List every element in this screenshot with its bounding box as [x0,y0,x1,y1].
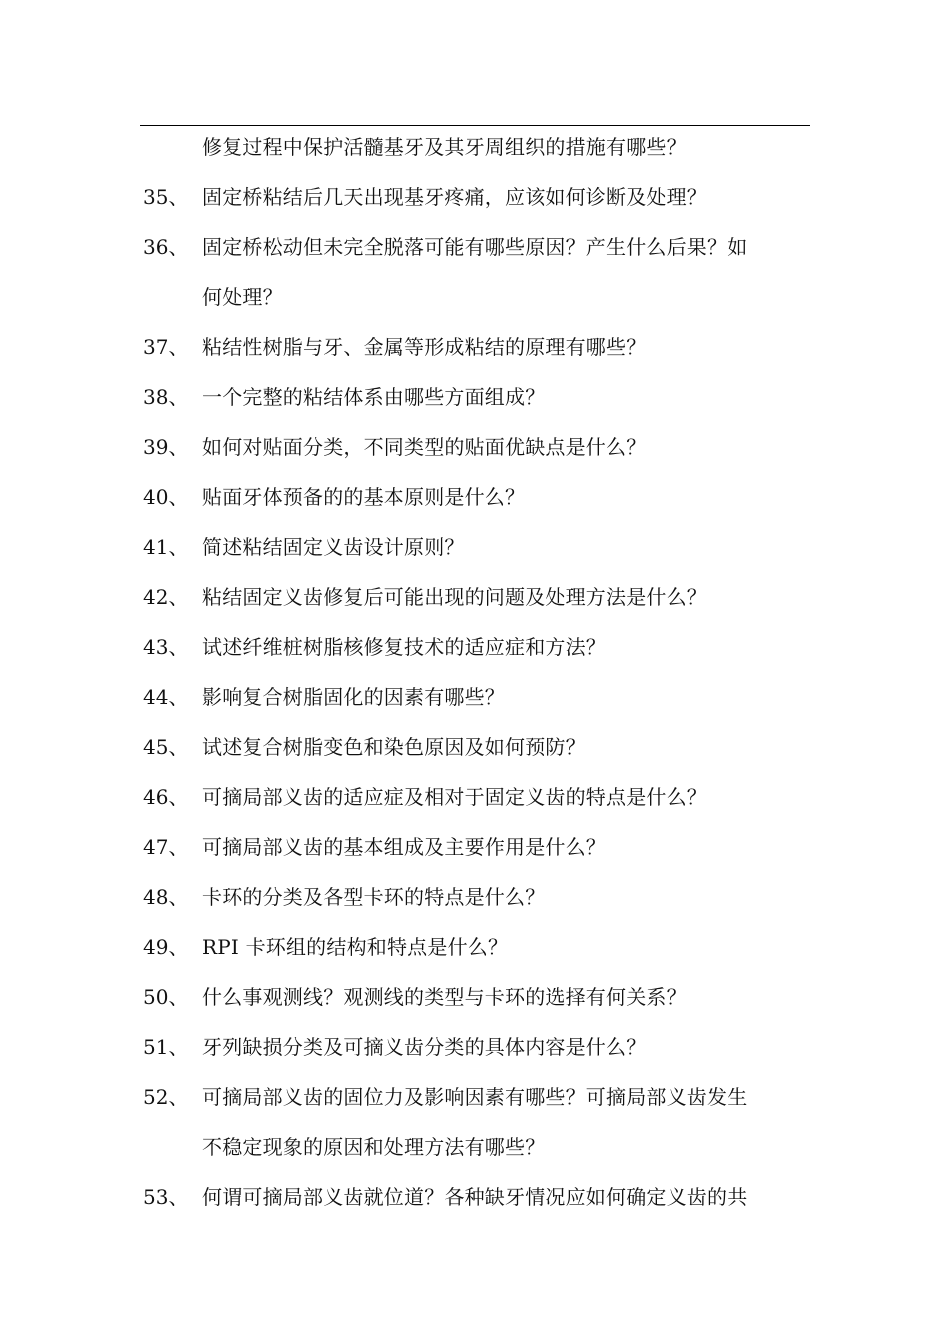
question-text: 可摘局部义齿的固位力及影响因素有哪些？可摘局部义齿发生 [202,1085,748,1109]
question-number: 46、 [143,785,189,809]
question-text: 何处理？ [202,285,283,309]
question-text: 固定桥松动但未完全脱落可能有哪些原因？产生什么后果？如 [202,235,748,259]
question-text: 简述粘结固定义齿设计原则？ [202,535,465,559]
question-text: 粘结性树脂与牙、金属等形成粘结的原理有哪些？ [202,335,647,359]
question-text: 一个完整的粘结体系由哪些方面组成？ [202,385,546,409]
question-number: 52、 [143,1085,189,1109]
question-text: 影响复合树脂固化的因素有哪些？ [202,685,505,709]
question-text: 不稳定现象的原因和处理方法有哪些？ [202,1135,546,1159]
question-text: RPI 卡环组的结构和特点是什么？ [202,935,509,959]
question-text: 何谓可摘局部义齿就位道？各种缺牙情况应如何确定义齿的共 [202,1185,748,1209]
question-text: 试述纤维桩树脂核修复技术的适应症和方法？ [202,635,606,659]
question-number: 48、 [143,885,189,909]
question-text: 固定桥粘结后几天出现基牙疼痛，应该如何诊断及处理？ [202,185,707,209]
question-number: 44、 [143,685,189,709]
question-number: 41、 [143,535,189,559]
question-number: 38、 [143,385,189,409]
question-number: 35、 [143,185,189,209]
question-text: 如何对贴面分类，不同类型的贴面优缺点是什么？ [202,435,647,459]
question-text: 卡环的分类及各型卡环的特点是什么？ [202,885,546,909]
header-rule [140,125,810,126]
question-text: 牙列缺损分类及可摘义齿分类的具体内容是什么？ [202,1035,647,1059]
question-number: 40、 [143,485,189,509]
question-text: 可摘局部义齿的适应症及相对于固定义齿的特点是什么？ [202,785,707,809]
question-text: 贴面牙体预备的的基本原则是什么？ [202,485,526,509]
question-text: 可摘局部义齿的基本组成及主要作用是什么？ [202,835,606,859]
question-text: 试述复合树脂变色和染色原因及如何预防？ [202,735,586,759]
question-number: 50、 [143,985,189,1009]
question-number: 45、 [143,735,189,759]
question-number: 51、 [143,1035,189,1059]
question-number: 37、 [143,335,189,359]
question-number: 43、 [143,635,189,659]
question-number: 39、 [143,435,189,459]
question-text: 粘结固定义齿修复后可能出现的问题及处理方法是什么？ [202,585,707,609]
question-text: 修复过程中保护活髓基牙及其牙周组织的措施有哪些？ [202,135,687,159]
question-number: 53、 [143,1185,189,1209]
question-number: 47、 [143,835,189,859]
question-number: 49、 [143,935,189,959]
question-number: 36、 [143,235,189,259]
question-number: 42、 [143,585,189,609]
question-text: 什么事观测线？观测线的类型与卡环的选择有何关系？ [202,985,687,1009]
